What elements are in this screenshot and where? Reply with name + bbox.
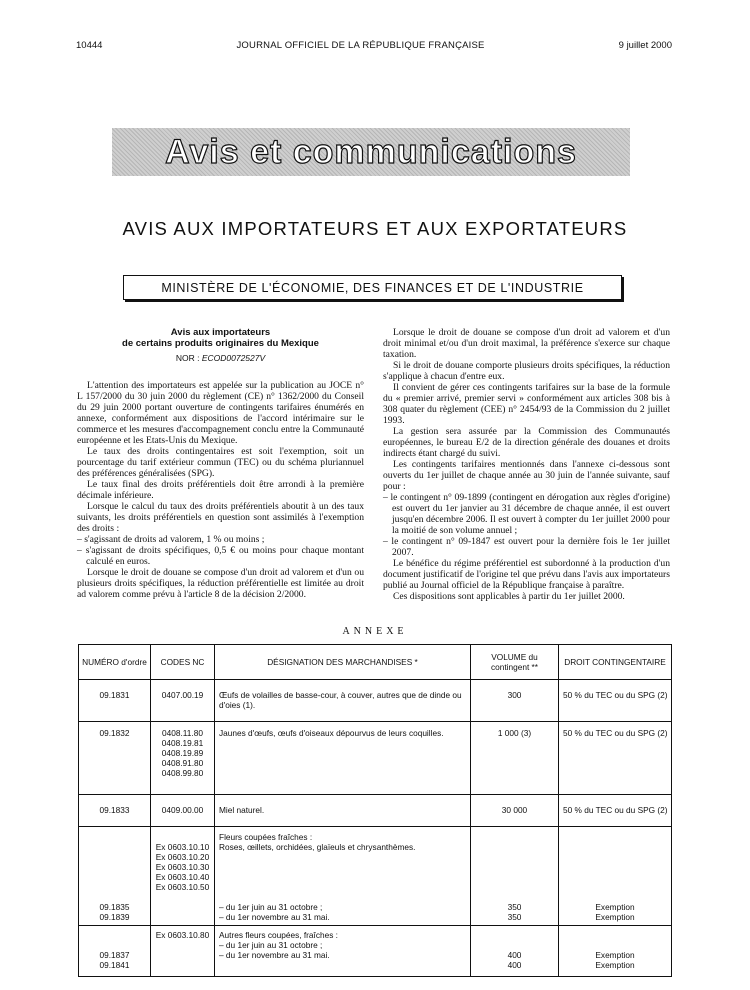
- cell-line: 50 % du TEC ou du SPG (2): [563, 805, 668, 815]
- list-item: – s'agissant de droits ad valorem, 1 % ou moins ;: [77, 534, 265, 545]
- cell-line: [475, 842, 554, 852]
- table-row: [79, 680, 672, 722]
- cell-line: 350: [507, 912, 522, 922]
- table-row: [79, 926, 672, 977]
- cell-line: 0407.00.19: [161, 690, 204, 700]
- paragraph: Il convient de gérer ces contingents tarifaires sur la base de la formule du « premier arrivé, premier servi » conformément aux articles 308 bis à 308 quater du règlement (CEE) n° 2454/93 de la Commission du 2 juillet 1993.: [383, 382, 670, 426]
- cell-line: 09.1833: [99, 805, 130, 815]
- section-title: AVIS AUX IMPORTATEURS ET AUX EXPORTATEURS: [122, 218, 628, 239]
- cell-line: Miel naturel.: [219, 805, 265, 815]
- list-item: – le contingent n° 09-1899 (contingent en dérogation aux règles d'origine) est ouvert du 1er janvier au 31 décembre de chaque année, il est ouvert jusqu'en décembre 2006. Il est ouvert à compter du 1er juillet 2000 pour la moitié de son volume annuel ;: [383, 492, 670, 536]
- column-header: NUMÉRO d'ordre: [79, 645, 151, 680]
- running-header: [76, 40, 672, 51]
- cell-line: Jaunes d'œufs, œufs d'oiseaux dépourvus de leurs coquilles.: [219, 728, 444, 738]
- cell-droit: [559, 926, 672, 977]
- paragraph: L'attention des importateurs est appelée sur la publication au JOCE n° L 157/2000 du 30 juin 2000 du règlement (CE) n° 1362/2000 du Conseil du 29 juin 2000 portant ouverture de contingents tarifaires énumérés en annexe, conformément aux dispositions de l'accord intérimaire sur le commerce et les mesures d'accompagnement conclu entre la Communauté européenne et les Etats-Unis du Mexique.: [77, 380, 364, 446]
- cell-line: [219, 882, 466, 892]
- cell-line: [219, 892, 466, 902]
- nor-label: NOR :: [175, 353, 200, 363]
- cell-designation: [215, 795, 471, 827]
- cell-droit: [559, 827, 672, 926]
- article-title-line-2: de certains produits originaires du Mexique: [122, 338, 319, 349]
- cell-line: 09.1832: [99, 728, 130, 738]
- cell-line: [475, 882, 554, 892]
- cell-line: [475, 852, 554, 862]
- cell-line: 0408.91.80: [161, 758, 204, 768]
- cell-line: Œufs de volailles de basse-cour, à couver, autres que de dinde ou: [219, 690, 462, 700]
- cell-line: Exemption: [595, 950, 635, 960]
- cell-droit: [559, 795, 672, 827]
- cell-line: 0408.99.80: [161, 768, 204, 778]
- cell-line: [155, 832, 210, 842]
- cell-volume: [471, 795, 559, 827]
- page-number: 10444: [76, 40, 103, 51]
- cell-numero: [79, 722, 151, 795]
- cell-numero: [79, 926, 151, 977]
- cell-line: [475, 832, 554, 842]
- cell-line: [563, 872, 667, 882]
- cell-line: – du 1er novembre au 31 mai.: [219, 912, 330, 922]
- cell-line: 0408.19.89: [161, 748, 204, 758]
- left-column: [77, 327, 364, 600]
- cell-line: 400: [507, 950, 522, 960]
- cell-line: 09.1837: [99, 950, 130, 960]
- cell-line: [563, 882, 667, 892]
- cell-line: [219, 852, 466, 862]
- cell-line: Exemption: [595, 960, 635, 970]
- cell-volume: [471, 827, 559, 926]
- paragraph: Si le droit de douane comporte plusieurs droits spécifiques, la réduction s'applique à chacun d'entre eux.: [383, 360, 670, 382]
- banner-text: Avis et communications: [165, 132, 577, 171]
- paragraph: Le bénéfice du régime préférentiel est subordonné à la production d'un document justificatif de l'origine tel que prévu dans l'avis aux importateurs publié au Journal officiel de la République française à paraître.: [383, 558, 670, 591]
- cell-line: Fleurs coupées fraîches :: [219, 832, 313, 842]
- article-title: [77, 327, 364, 349]
- cell-line: [83, 862, 146, 872]
- cell-volume: [471, 722, 559, 795]
- cell-line: 1 000 (3): [497, 728, 532, 738]
- annex-title: ANNEXE: [342, 626, 408, 637]
- cell-designation: [215, 680, 471, 722]
- paragraph: Lorsque le droit de douane se compose d'un droit ad valorem et d'un ou plusieurs droits spécifiques, la réduction préférentielle est limitée au droit ad valorem comme prévu à l'article 8 de la décision 2/2000.: [77, 567, 364, 600]
- cell-line: Ex 0603.10.40: [155, 872, 210, 882]
- paragraph: Les contingents tarifaires mentionnés dans l'annexe ci-dessous sont ouverts du 1er juillet de chaque année au 30 juin de l'année suivante, sauf pour :: [383, 459, 670, 492]
- cell-numero: [79, 827, 151, 926]
- table-row: [79, 795, 672, 827]
- cell-numero: [79, 795, 151, 827]
- cell-designation: [215, 827, 471, 926]
- cell-codes: [151, 827, 215, 926]
- cell-line: 350: [507, 902, 522, 912]
- cell-line: [563, 862, 667, 872]
- cell-line: [475, 862, 554, 872]
- column-header: CODES NC: [151, 645, 215, 680]
- cell-line: Ex 0603.10.50: [155, 882, 210, 892]
- cell-line: [475, 940, 554, 950]
- column-header: DROIT CONTINGENTAIRE: [559, 645, 672, 680]
- cell-line: [83, 872, 146, 882]
- cell-line: – du 1er juin au 31 octobre ;: [219, 940, 323, 950]
- cell-line: Exemption: [595, 902, 635, 912]
- cell-line: Exemption: [595, 912, 635, 922]
- cell-volume: [471, 926, 559, 977]
- ministry-box: [123, 275, 622, 300]
- cell-codes: [151, 926, 215, 977]
- cell-line: [83, 940, 146, 950]
- cell-line: [219, 862, 466, 872]
- list-item: – le contingent n° 09-1847 est ouvert pour la dernière fois le 1er juillet 2007.: [383, 536, 670, 558]
- article-title-line-1: Avis aux importateurs: [170, 327, 271, 338]
- cell-line: [83, 852, 146, 862]
- cell-line: 09.1831: [99, 690, 130, 700]
- nor-reference: [77, 353, 364, 364]
- cell-line: 09.1839: [99, 912, 130, 922]
- cell-line: [83, 832, 146, 842]
- paragraph: La gestion sera assurée par la Commission des Communautés européennes, le bureau E/2 de la direction générale des douanes et droits indirects étant chargé du suivi.: [383, 426, 670, 459]
- ministry-name: MINISTÈRE DE L'ÉCONOMIE, DES FINANCES ET DE L'INDUSTRIE: [161, 280, 584, 295]
- cell-line: 09.1835: [99, 902, 130, 912]
- nor-code: ECOD0072527V: [201, 353, 266, 363]
- cell-line: Ex 0603.10.10: [155, 842, 210, 852]
- cell-line: [563, 940, 667, 950]
- cell-droit: [559, 722, 672, 795]
- cell-line: – du 1er juin au 31 octobre ;: [219, 902, 323, 912]
- cell-droit: [559, 680, 672, 722]
- cell-line: Ex 0603.10.20: [155, 852, 210, 862]
- cell-line: Roses, œillets, orchidées, glaïeuls et chrysanthèmes.: [219, 842, 416, 852]
- cell-line: [563, 930, 667, 940]
- table-row: [79, 827, 672, 926]
- cell-line: 300: [507, 690, 522, 700]
- cell-line: [219, 872, 466, 882]
- paragraph: Le taux final des droits préférentiels doit être arrondi à la première décimale inférieure.: [77, 479, 364, 501]
- paragraph: Ces dispositions sont applicables à partir du 1er juillet 2000.: [393, 591, 625, 602]
- column-header: VOLUME du contingent **: [471, 645, 559, 680]
- paragraph: Le taux des droits contingentaires est soit l'exemption, soit un pourcentage du tarif extérieur commun (TEC) ou du schéma pluriannuel des préférences généralisées (SPG).: [77, 446, 364, 479]
- cell-line: Ex 0603.10.80: [155, 930, 210, 940]
- cell-line: [563, 892, 667, 902]
- cell-line: d'oies (1).: [219, 700, 256, 710]
- cell-line: 50 % du TEC ou du SPG (2): [563, 690, 668, 700]
- cell-line: [83, 930, 146, 940]
- cell-codes: [151, 680, 215, 722]
- cell-line: 09.1841: [99, 960, 130, 970]
- column-header: DÉSIGNATION DES MARCHANDISES *: [215, 645, 471, 680]
- cell-line: Ex 0603.10.30: [155, 862, 210, 872]
- annex-table: [78, 644, 672, 977]
- cell-line: [475, 872, 554, 882]
- cell-line: [563, 832, 667, 842]
- cell-line: Autres fleurs coupées, fraîches :: [219, 930, 338, 940]
- table-header-row: [79, 645, 672, 680]
- paragraph: Lorsque le calcul du taux des droits préférentiels aboutit à un des taux suivants, les droits préférentiels en question sont assimilés à l'exemption des droits :: [77, 501, 364, 534]
- cell-line: [563, 852, 667, 862]
- cell-line: – du 1er novembre au 31 mai.: [219, 950, 330, 960]
- cell-line: [563, 842, 667, 852]
- cell-line: [475, 892, 554, 902]
- cell-numero: [79, 680, 151, 722]
- paragraph: Lorsque le droit de douane se compose d'un droit ad valorem et d'un droit minimal et/ou d'un droit maximal, la préférence s'exerce sur chaque taxation.: [383, 327, 670, 360]
- right-column: [383, 327, 670, 602]
- cell-line: 50 % du TEC ou du SPG (2): [563, 728, 668, 738]
- section-banner: [112, 128, 630, 176]
- list-item: – s'agissant de droits spécifiques, 0,5 € ou moins pour chaque montant calculé en euros.: [77, 545, 364, 567]
- cell-codes: [151, 722, 215, 795]
- cell-line: 0409.00.00: [161, 805, 204, 815]
- cell-line: [83, 892, 146, 902]
- cell-line: [83, 842, 146, 852]
- cell-line: 30 000: [501, 805, 528, 815]
- cell-line: [475, 930, 554, 940]
- table-row: [79, 722, 672, 795]
- cell-line: [83, 882, 146, 892]
- cell-line: 0408.19.81: [161, 738, 204, 748]
- issue-date: 9 juillet 2000: [618, 40, 672, 51]
- cell-designation: [215, 722, 471, 795]
- annex-table-body: [79, 680, 672, 977]
- cell-designation: [215, 926, 471, 977]
- journal-title: JOURNAL OFFICIEL DE LA RÉPUBLIQUE FRANÇAISE: [236, 40, 485, 51]
- cell-codes: [151, 795, 215, 827]
- cell-volume: [471, 680, 559, 722]
- cell-line: 0408.11.80: [162, 728, 203, 738]
- cell-line: 400: [507, 960, 522, 970]
